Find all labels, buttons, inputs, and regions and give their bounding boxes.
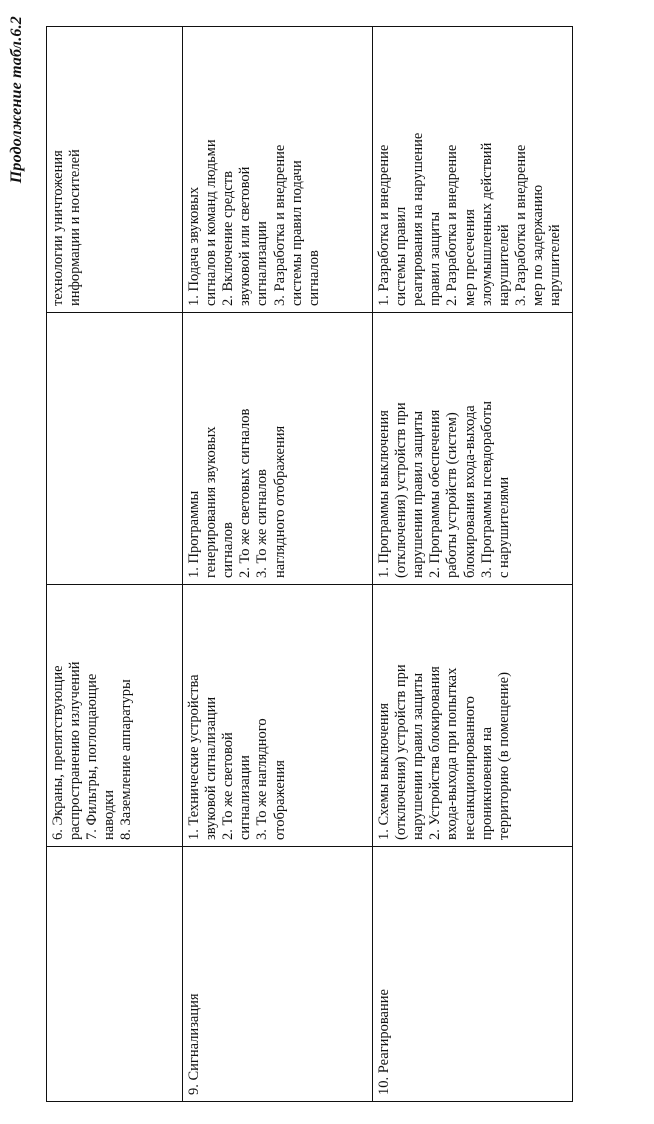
cell-text-line: 1. Подача звуковых — [186, 186, 202, 306]
cell-text-line: входа-выхода при попытках — [444, 667, 461, 840]
cell-text-line: несанкционированного — [461, 696, 478, 840]
cell-function — [47, 847, 183, 1102]
cell-function — [183, 847, 373, 1102]
cell-text-line: 9. Сигнализация — [186, 993, 202, 1095]
table-row — [373, 27, 573, 1102]
cell-software — [373, 313, 573, 585]
table-row — [47, 27, 183, 1102]
cell-text-line: информации и носителей — [67, 149, 84, 306]
cell-text-line: работы устройств (систем) — [444, 412, 461, 578]
cell-organizational — [373, 27, 573, 313]
cell-text-line: 3. То же сигналов — [254, 469, 271, 578]
cell-text-line: правил защиты — [427, 211, 444, 306]
cell-text-line: 1. Схемы выключения — [376, 702, 392, 840]
cell-text-line: 1. Разработка и внедрение — [376, 144, 392, 306]
cell-text-line: 2. То же световых сигналов — [237, 408, 254, 578]
cell-text-line: нарушителей — [547, 224, 564, 306]
cell-text-line: 2. Включение средств — [220, 171, 237, 306]
cell-text-line: нарушителей — [495, 224, 512, 306]
cell-text-line: сигнализации — [237, 755, 254, 840]
cell-text-line: системы правил — [393, 206, 410, 306]
cell-text-line: (отключения) устройств при — [393, 402, 410, 578]
cell-hardware — [183, 585, 373, 847]
cell-text-line: наглядного отображения — [271, 425, 288, 578]
cell-text-line: мер по задержанию — [529, 184, 546, 306]
cell-text-line: 3. То же наглядного — [254, 718, 271, 840]
cell-text-line: проникновения на — [478, 726, 495, 840]
cell-text-line: блокирования входа-выхода — [461, 405, 478, 578]
cell-text-line: системы правил подачи — [288, 160, 305, 306]
cell-organizational — [183, 27, 373, 313]
cell-hardware — [373, 585, 573, 847]
cell-hardware — [47, 585, 183, 847]
cell-text-line: сигналов — [220, 522, 237, 578]
cell-text-line: 1. Программы — [186, 490, 202, 578]
cell-text-line: реагирования на нарушение — [410, 132, 427, 306]
cell-text-line: территорию (в помещение) — [495, 672, 512, 840]
cell-text-line: звуковой или световой — [237, 166, 254, 306]
cell-text-line: сигналов — [305, 250, 322, 306]
cell-text-line: отображения — [271, 760, 288, 840]
cell-text-line: распространению излучений — [67, 661, 84, 840]
cell-text-line: злоумышленных действий — [478, 142, 495, 306]
table-continuation-caption: Продолжение табл.6.2 — [8, 16, 25, 184]
cell-organizational — [47, 27, 183, 313]
cell-text-line: (отключения) устройств при — [393, 664, 410, 840]
cell-text-line: сигналов и команд людьми — [203, 139, 220, 306]
cell-text-line: 2. Программы обеспечения — [427, 409, 444, 578]
cell-text-line: сигнализации — [254, 221, 271, 306]
cell-text-line: 3. Разработка и внедрение — [271, 144, 288, 306]
cell-text-line: 10. Реагирование — [376, 989, 392, 1095]
cell-text-line: технологии уничтожения — [50, 150, 66, 306]
cell-function — [373, 847, 573, 1102]
cell-text-line: 1. Программы выключения — [376, 410, 392, 578]
cell-software — [47, 313, 183, 585]
cell-text-line: 7. Фильтры, поглощающие — [84, 673, 101, 840]
cell-text-line: нарушении правил защиты — [410, 672, 427, 840]
table-row — [183, 27, 373, 1102]
data-table — [46, 26, 573, 1102]
cell-text-line: мер пресечения — [461, 209, 478, 306]
cell-text-line: 2. Устройства блокирования — [427, 666, 444, 840]
cell-text-line: с нарушителями — [495, 476, 512, 578]
cell-text-line: 3. Разработка и внедрение — [512, 144, 529, 306]
cell-text-line: 3. Программы псевдоработы — [478, 401, 495, 578]
cell-text-line: 2. То же световой — [220, 732, 237, 840]
cell-text-line: 1. Технические устройства — [186, 674, 202, 840]
cell-text-line: звуковой сигнализации — [203, 696, 220, 840]
cell-software — [183, 313, 373, 585]
cell-text-line: 8. Заземление аппаратуры — [118, 679, 135, 840]
cell-text-line: 2. Разработка и внедрение — [444, 144, 461, 306]
cell-text-line: наводки — [101, 790, 118, 840]
cell-text-line: нарушении правил защиты — [410, 410, 427, 578]
cell-text-line: 6. Экраны, препятствующие — [50, 665, 66, 840]
cell-text-line: генерирования звуковых — [203, 426, 220, 578]
